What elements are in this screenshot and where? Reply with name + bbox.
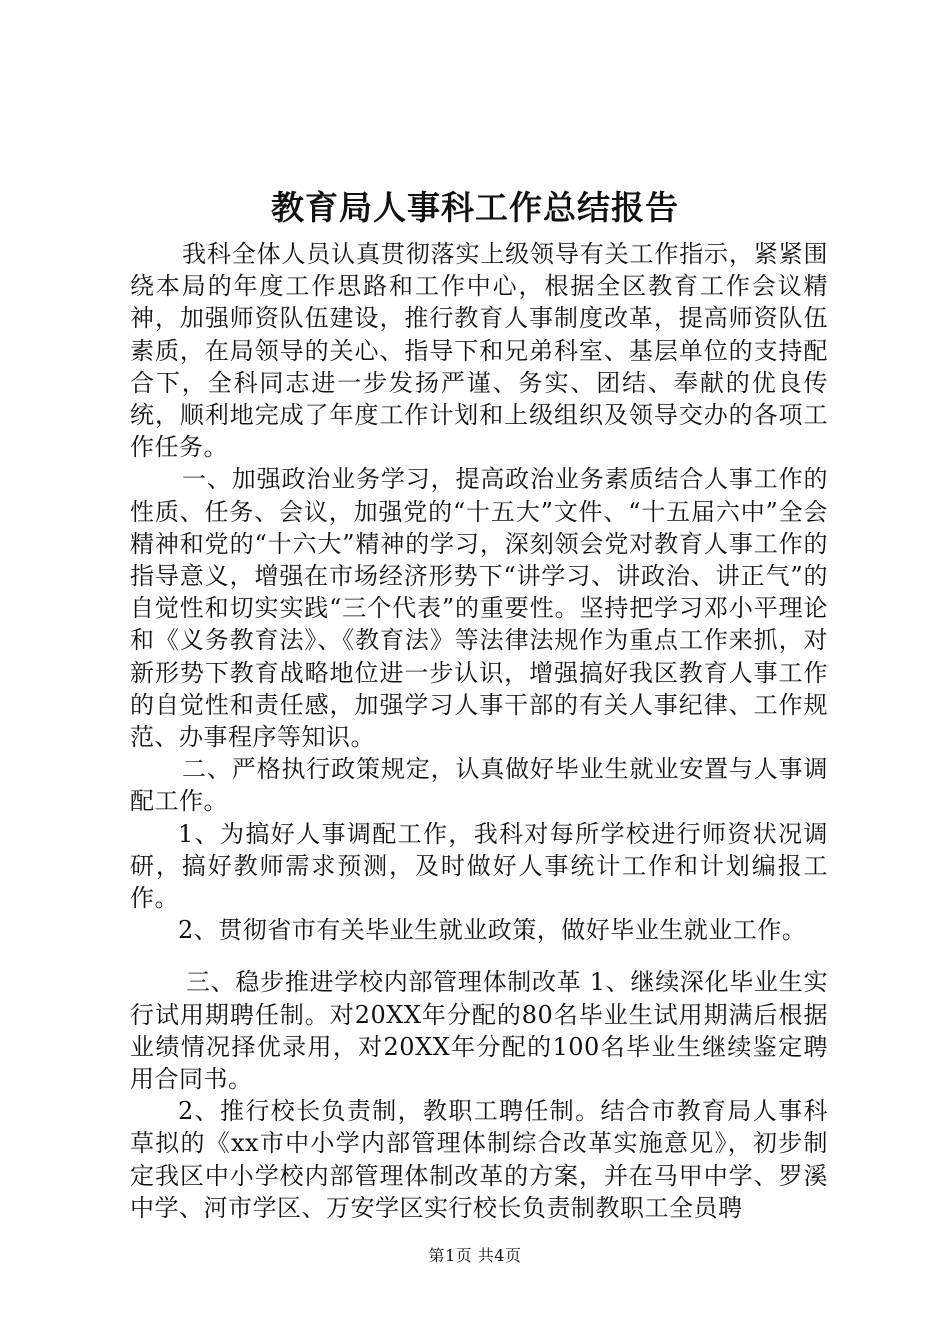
section-1-paragraph: 一、加强政治业务学习，提高政治业务素质结合人事工作的性质、任务、会议，加强党的“十五大”文件、“十五届六中”全会精神和党的“十六大”精神的学习，深刻领会党对教育人事工作的指导意义，增强在市场经济形势下“讲学习、讲政治、讲正气”的自觉性和切实实践“三个代表”的重要性。坚持把学习邓小平理论和《义务教育法》、《教育法》等法律法规作为重点工作来抓，对新形势下教育战略地位进一步认识，增强搞好我区教育人事工作的自觉性和责任感，加强学习人事干部的有关人事纪律、工作规范、办事程序等知识。 xyxy=(130,465,828,752)
section-2-heading-paragraph: 二、严格执行政策规定，认真做好毕业生就业安置与人事调配工作。 xyxy=(130,755,828,816)
document-title: 教育局人事科工作总结报告 xyxy=(271,188,679,227)
section-2-item-2-paragraph: 2、贯彻省市有关毕业生就业政策，做好毕业生就业工作。 xyxy=(178,916,807,945)
page-number-footer: 第1页 共4页 xyxy=(428,1246,522,1265)
document-body xyxy=(130,238,828,1224)
section-3-item-2-paragraph: 2、推行校长负责制，教职工聘任制。结合市教育局人事科草拟的《xx市中小学内部管理体制综合改革实施意见》，初步制定我区中小学校内部管理体制改革的方案，并在马甲中学、罗溪中学、河市学区、万安学区实行校长负责制教职工全员聘 xyxy=(130,1097,828,1222)
section-3-paragraph: 三、稳步推进学校内部管理体制改革 1、继续深化毕业生实行试用期聘任制。对20XX年分配的80名毕业生试用期满后根据业绩情况择优录用，对20XX年分配的100名毕业生继续鉴定聘用合同书。 xyxy=(130,968,828,1094)
intro-paragraph: 我科全体人员认真贯彻落实上级领导有关工作指示，紧紧围绕本局的年度工作思路和工作中心，根据全区教育工作会议精神，加强师资队伍建设，推行教育人事制度改革，提高师资队伍素质，在局领导的关心、指导下和兄弟科室、基层单位的支持配合下，全科同志进一步发扬严谨、务实、团结、奉献的优良传统，顺利地完成了年度工作计划和上级组织及领导交办的各项工作任务。 xyxy=(130,240,828,462)
section-2-item-1-paragraph: 1、为搞好人事调配工作，我科对每所学校进行师资状况调研，搞好教师需求预测，及时做好人事统计工作和计划编报工作。 xyxy=(130,819,828,913)
